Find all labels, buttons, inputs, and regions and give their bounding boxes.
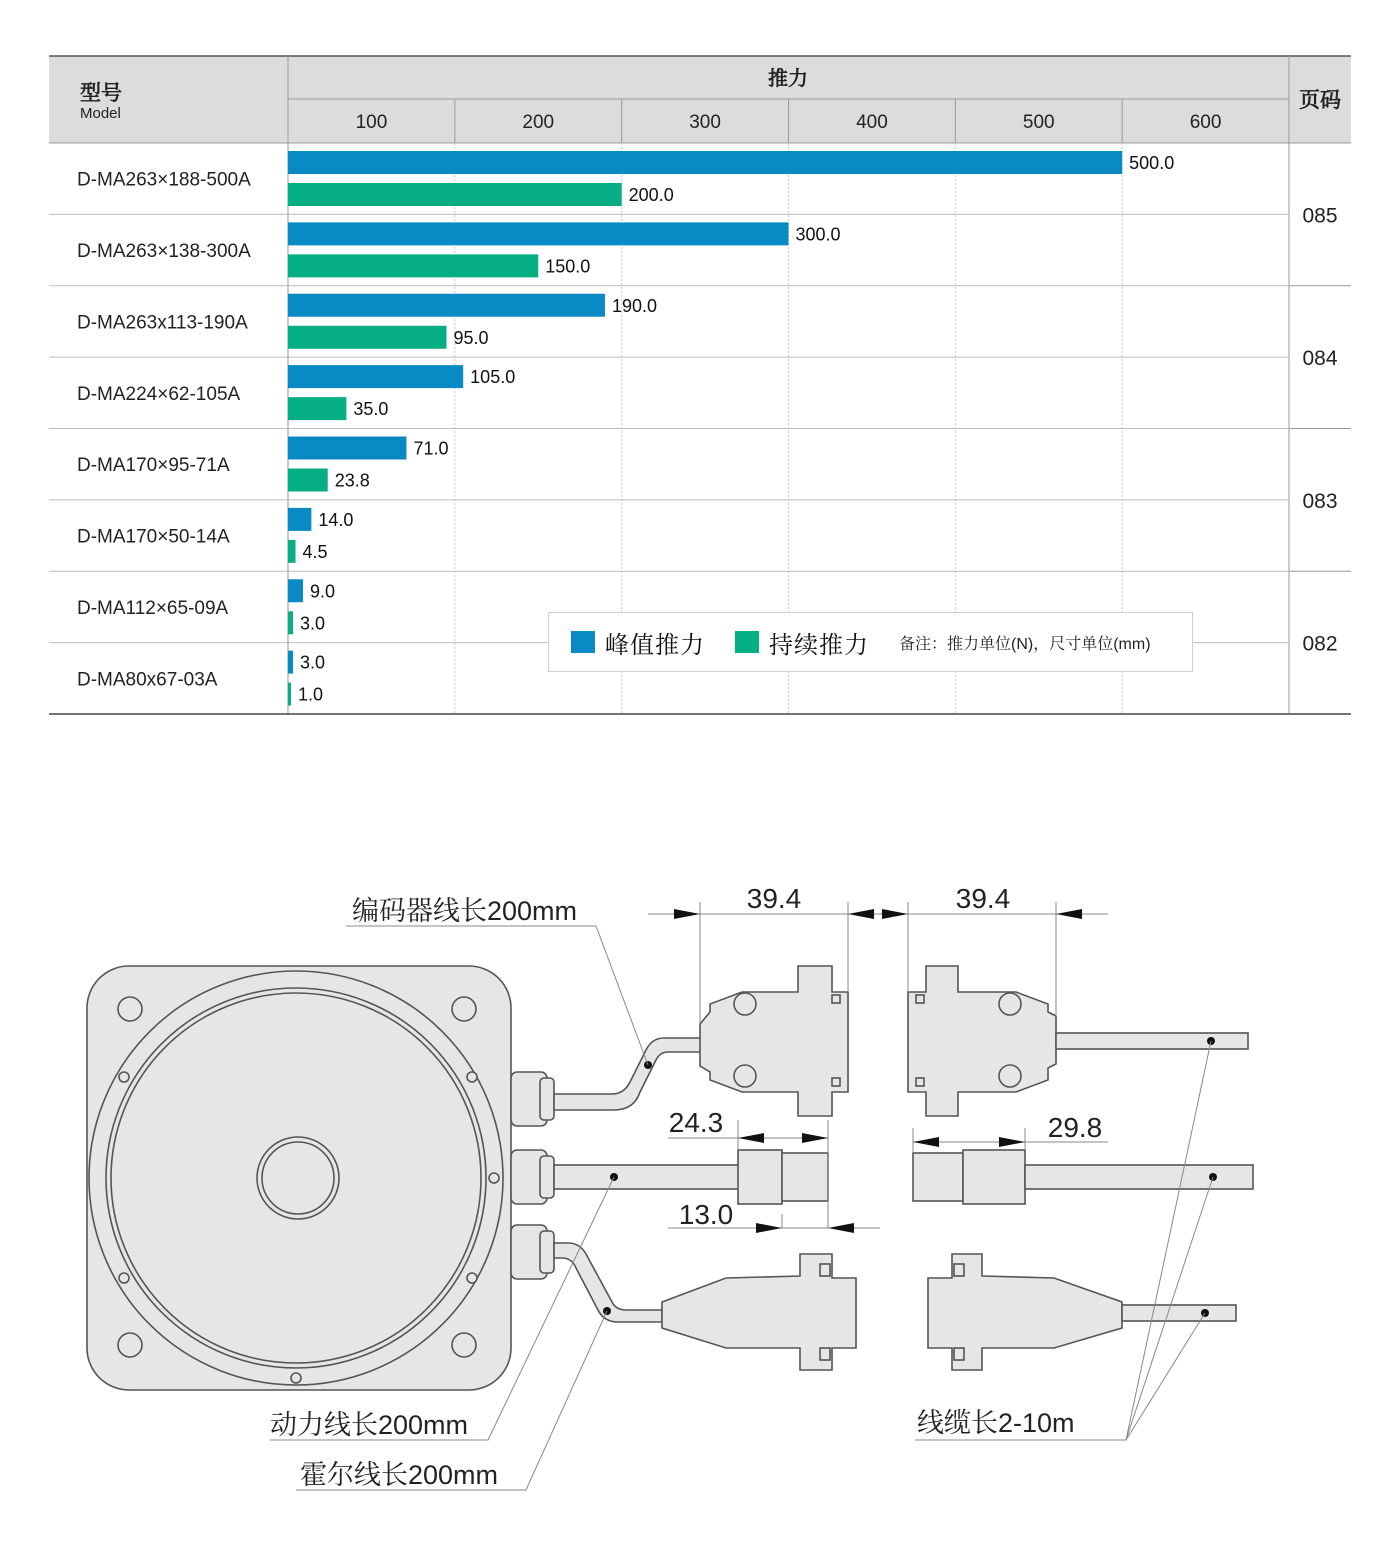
hall-cable-label: 霍尔线长200mm — [300, 1460, 499, 1490]
mount-hole — [452, 997, 476, 1021]
bar-continuous — [288, 683, 291, 706]
encoder-connector-left — [700, 966, 848, 1116]
cable-length-label: 线缆长2-10m — [917, 1408, 1075, 1438]
encoder-connector-right — [908, 966, 1056, 1116]
bar-peak — [288, 294, 605, 317]
data-label-peak: 500.0 — [1129, 153, 1175, 173]
bar-peak — [288, 365, 463, 388]
tick-label: 500 — [1022, 112, 1055, 133]
category-label: D-MA80x67-03A — [77, 669, 218, 691]
bar-peak — [288, 508, 311, 531]
legend-label-peak: 峰值推力 — [605, 631, 705, 659]
page-number: 083 — [1302, 489, 1338, 513]
bar-peak — [288, 151, 1122, 174]
data-label-peak: 14.0 — [318, 509, 354, 530]
data-label-peak: 300.0 — [795, 224, 841, 245]
legend-label-continuous: 持续推力 — [769, 631, 869, 659]
model-header-en: Model — [80, 105, 121, 122]
data-label-peak: 71.0 — [413, 438, 449, 459]
bar-peak — [288, 437, 406, 460]
tick-label: 600 — [1189, 112, 1222, 133]
tick-label: 400 — [856, 112, 888, 133]
force-header: 推力 — [768, 68, 808, 90]
data-label-continuous: 1.0 — [298, 684, 324, 705]
dim-encoder-left: 39.4 — [746, 883, 802, 914]
power-cable-label: 动力线长200mm — [270, 1410, 469, 1440]
data-label-continuous: 3.0 — [300, 613, 326, 634]
encoder-cable-short — [554, 1038, 705, 1110]
bar-continuous — [288, 611, 293, 634]
page-number: 085 — [1302, 204, 1338, 228]
data-label-peak: 105.0 — [470, 367, 516, 388]
bar-continuous — [288, 397, 346, 420]
legend-note: 备注：推力单位(N)，尺寸单位(mm) — [899, 635, 1151, 653]
encoder-cable-label: 编码器线长200mm — [352, 896, 578, 926]
mount-hole — [118, 997, 142, 1021]
data-label-continuous: 95.0 — [453, 327, 489, 348]
power-connector-right — [913, 1153, 963, 1201]
power-cable-short — [554, 1165, 740, 1189]
category-label: D-MA263×138-300A — [77, 241, 251, 263]
data-label-continuous: 35.0 — [353, 399, 389, 420]
page-number: 082 — [1302, 632, 1338, 656]
power-connector-left — [738, 1150, 782, 1204]
data-label-peak: 3.0 — [300, 652, 326, 673]
hall-long-cable — [1122, 1305, 1236, 1321]
legend-swatch-peak — [571, 631, 595, 653]
dim-encoder-right: 39.4 — [955, 883, 1011, 914]
bar-continuous — [288, 326, 446, 349]
dim-power-right: 29.8 — [1047, 1112, 1103, 1143]
data-label-continuous: 4.5 — [302, 541, 328, 562]
data-label-continuous: 23.8 — [334, 470, 370, 491]
mount-hole — [118, 1333, 142, 1357]
category-label: D-MA170×95-71A — [77, 455, 230, 477]
data-label-peak: 9.0 — [310, 581, 336, 602]
bar-continuous — [288, 469, 328, 492]
bar-continuous — [288, 540, 296, 563]
dim-power-left: 24.3 — [668, 1107, 724, 1138]
bar-peak — [288, 222, 789, 245]
page-header: 页码 — [1299, 89, 1341, 112]
bar-peak — [288, 651, 293, 674]
tick-label: 200 — [522, 112, 555, 133]
bar-continuous — [288, 183, 622, 206]
category-label: D-MA263x113-190A — [77, 312, 248, 334]
page-number: 084 — [1302, 347, 1338, 371]
tick-label: 100 — [355, 112, 388, 133]
bar-peak — [288, 579, 303, 602]
bar-continuous — [288, 254, 538, 277]
legend-swatch-continuous — [735, 631, 759, 653]
model-header: 型号 — [80, 82, 122, 105]
tick-label: 300 — [689, 112, 721, 133]
category-label: D-MA170×50-14A — [77, 526, 230, 548]
data-label-peak: 190.0 — [611, 295, 658, 316]
dim-power-small: 13.0 — [678, 1199, 734, 1230]
category-label: D-MA263×188-500A — [77, 169, 251, 191]
mount-hole — [452, 1333, 476, 1357]
category-label: D-MA224×62-105A — [77, 383, 241, 405]
power-long-cable — [1025, 1165, 1253, 1189]
encoder-long-cable — [1056, 1033, 1248, 1049]
data-label-continuous: 150.0 — [545, 256, 591, 277]
chart-legend — [548, 612, 1193, 672]
motor-diagram — [0, 840, 1400, 1559]
data-label-continuous: 200.0 — [628, 185, 674, 205]
category-label: D-MA112×65-09A — [77, 597, 229, 619]
